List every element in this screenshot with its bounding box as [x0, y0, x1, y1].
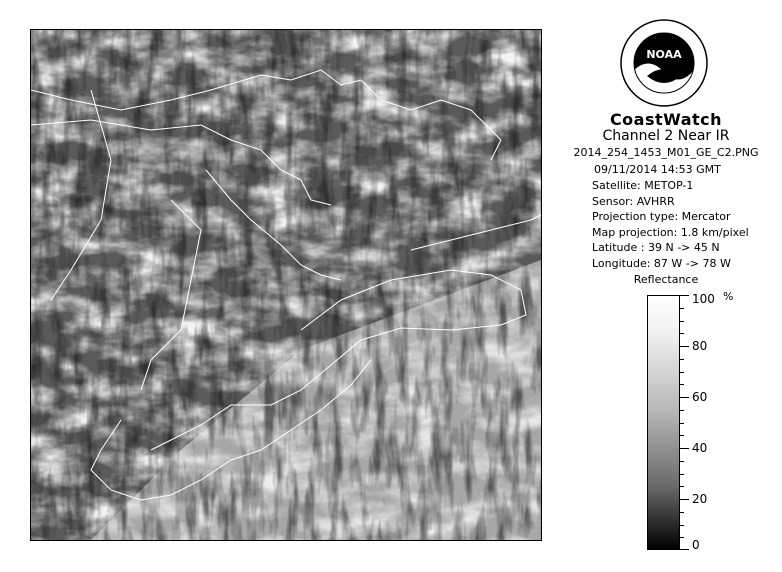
- minor-tick: [679, 372, 684, 373]
- minor-tick: [679, 525, 684, 526]
- colorbar-ticks: [679, 292, 759, 552]
- tick-label: 40: [692, 441, 708, 455]
- minor-tick: [679, 423, 684, 424]
- reflectance-colorbar: [647, 295, 680, 550]
- tick-mark: [679, 549, 689, 550]
- satellite-label: Satellite: METOP-1: [592, 179, 694, 192]
- minor-tick: [679, 537, 684, 538]
- tick-mark: [679, 346, 689, 347]
- noaa-logo-text: NOAA: [646, 48, 682, 61]
- datetime-label: 09/11/2014 14:53 GMT: [594, 163, 721, 176]
- longitude-label: Longitude: 87 W -> 78 W: [592, 257, 731, 270]
- minor-tick: [679, 359, 684, 360]
- brand-title: CoastWatch: [609, 110, 723, 129]
- noaa-logo: [619, 18, 709, 108]
- minor-tick: [679, 321, 684, 322]
- tick-label: 60: [692, 390, 708, 404]
- minor-tick: [679, 333, 684, 334]
- tick-label: 100: [692, 292, 715, 306]
- satellite-image: [30, 29, 542, 541]
- legend-title: Reflectance: [633, 273, 699, 286]
- latitude-label: Latitude : 39 N -> 45 N: [592, 241, 720, 254]
- minor-tick: [679, 308, 684, 309]
- tick-mark: [679, 499, 689, 500]
- channel-label: Channel 2 Near IR: [602, 128, 730, 144]
- noaa-logo-icon: [619, 18, 709, 108]
- tick-label: 80: [692, 339, 708, 353]
- filename-label: 2014_254_1453_M01_GE_C2.PNG: [573, 146, 759, 159]
- minor-tick: [679, 512, 684, 513]
- minor-tick: [679, 474, 684, 475]
- tick-mark: [679, 397, 689, 398]
- tick-label: 20: [692, 492, 708, 506]
- minor-tick: [679, 461, 684, 462]
- minor-tick: [679, 435, 684, 436]
- legend-unit: %: [723, 290, 734, 303]
- minor-tick: [679, 486, 684, 487]
- minor-tick: [679, 384, 684, 385]
- minor-tick: [679, 410, 684, 411]
- tick-mark: [679, 295, 689, 296]
- map-projection-label: Map projection: 1.8 km/pixel: [592, 226, 749, 239]
- projection-type-label: Projection type: Mercator: [592, 210, 731, 223]
- tick-label: 0: [692, 538, 700, 552]
- satellite-image-svg: [31, 30, 541, 540]
- tick-mark: [679, 448, 689, 449]
- sensor-label: Sensor: AVHRR: [592, 195, 675, 208]
